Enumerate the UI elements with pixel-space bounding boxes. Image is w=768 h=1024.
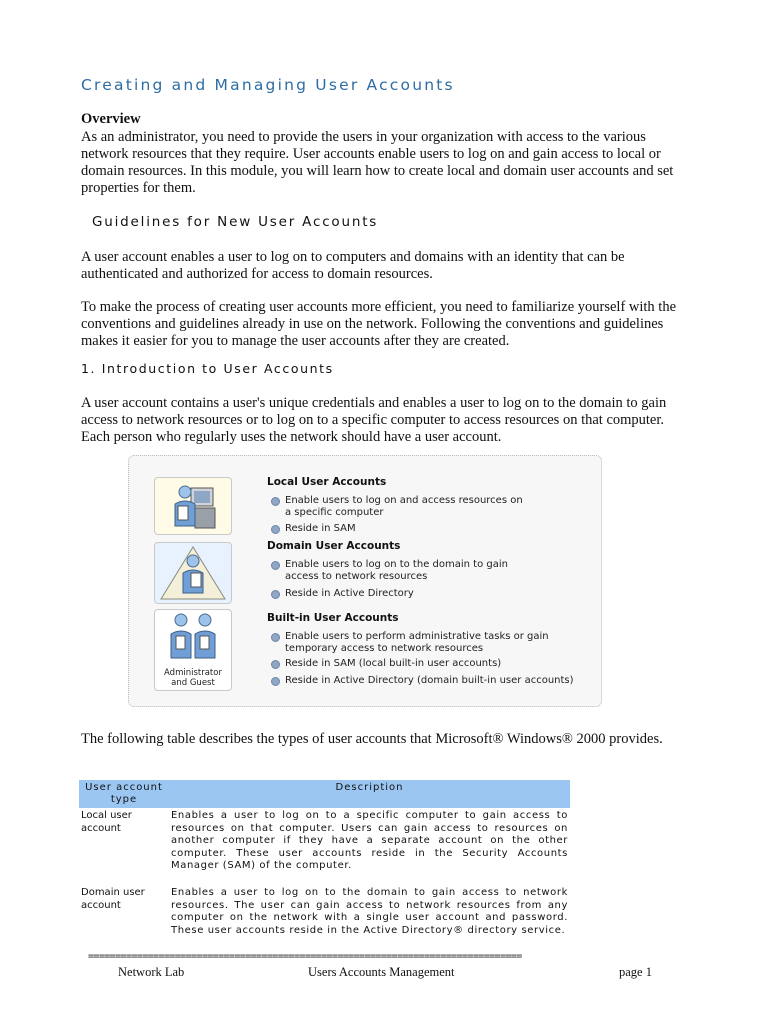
footer-rule: ================================================================================ [88,951,522,962]
table-row [79,885,570,949]
domain-user-icon [154,542,232,604]
figure-section-builtin-title: Built-in User Accounts [267,612,399,624]
builtin-caption-line-1: Administrator [164,668,222,678]
overview-heading: Overview [81,111,141,127]
builtin-caption-line-2: and Guest [171,678,215,688]
table-cell-description: Enables a user to log on to the domain to gain access to network resources. The user can gain access to network resources from any computer on the network with a single user account and password. These user accounts reside in the Active Directory® directory service. [171,886,568,936]
intro-text: A user account contains a user's unique credentials and enables a user to log on to the domain to gain access to network resources or to log on to a specific computer to access resources on that computer. Each person who regularly uses the network should have a user account. [81,395,667,445]
figure-section-domain-title: Domain User Accounts [267,540,401,552]
overview-text: As an administrator, you need to provide the users in your organization with access to the various network resources that they require. User accounts enable users to log on and gain access to local or domain resources. In this module, you will learn how to create local and domain user accounts and set properties for them. [81,129,674,196]
page-title: Creating and Managing User Accounts [81,76,455,94]
table-cell-type: Domain user account [81,886,145,911]
table-cell-type: Local user account [81,810,132,834]
guidelines-para-2: To make the process of creating user accounts more efficient, you need to familiarize yourself with the conventions and guidelines already in use on the network. Following the conventions and guidelines makes it easier for you to manage the user accounts after they are created. [81,299,677,349]
table-header-description: Description [169,780,570,808]
builtin-users-icon [154,609,232,691]
guidelines-heading: Guidelines for New User Accounts [92,214,379,230]
table-intro-text: The following table describes the types of user accounts that Microsoft® Windows® 2000 provides. [81,731,663,747]
table-header-row [79,780,570,808]
footer-center: Users Accounts Management [308,965,455,979]
intro-heading: 1. Introduction to User Accounts [81,361,334,376]
footer-left: Network Lab [118,965,185,979]
table-header-type: User account type [79,780,169,808]
footer-page-number: page 1 [619,965,652,979]
table-cell-description: Enables a user to log on to a specific computer to gain access to resources on that computer. Users can gain access to resources on another computer if they have a separate account on the other computer. These user accounts reside in the Security Accounts Manager (SAM) of the computer. [171,810,568,872]
local-user-icon [154,477,232,535]
user-accounts-figure: Administrator and Guest Local User Accounts Enable users to log on and access resources on a specific computer Reside in SAM Domain User Accounts Enable users to log on to the domain to gain access to network resources Reside in Active Directory Built-in User Accounts Enable users to perform administrative tasks or gain temporary access to network resources Reside in SAM (local built-in user accounts) Reside in Active Directory (domain built-in user accounts) [128,455,602,707]
guidelines-para-1: A user account enables a user to log on to computers and domains with an identity that can be authenticated and authorized for access to domain resources. [81,249,625,282]
user-account-types-table [79,780,570,949]
table-row [79,808,570,885]
figure-section-local-title: Local User Accounts [267,476,387,488]
